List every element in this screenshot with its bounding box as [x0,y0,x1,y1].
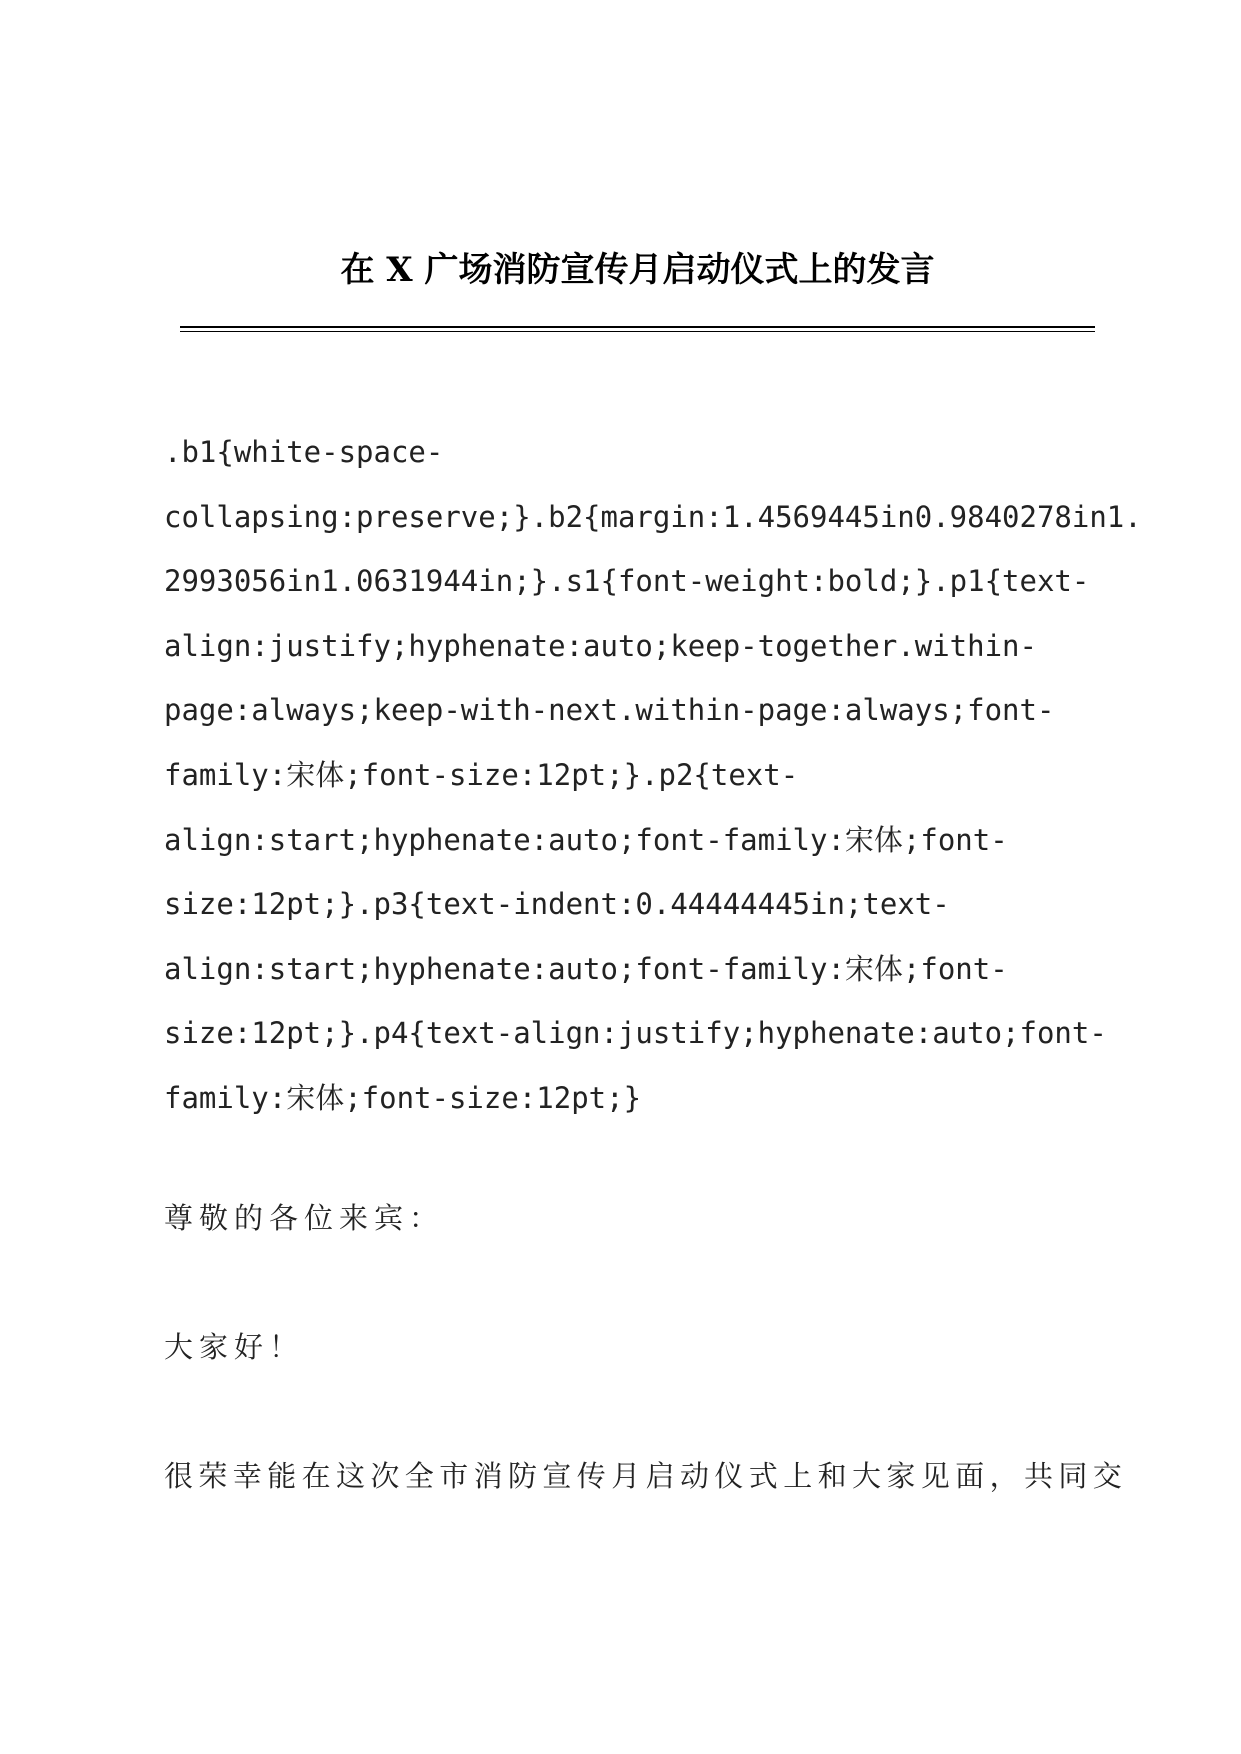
document-title: 在 X 广场消防宣传月启动仪式上的发言 [340,250,935,290]
css-residue-line: size:12pt;}.p4{text-align:justify;hyphenate:auto;font- [164,1016,1107,1051]
css-residue-line: page:always;keep-with-next.within-page:always;font- [164,693,1055,728]
title-double-rule [180,326,1095,332]
css-residue-line: align:start;hyphenate:auto;font-family:宋体;font- [164,951,1008,986]
css-residue-line: align:start;hyphenate:auto;font-family:宋体;font- [164,822,1008,857]
css-residue-line: align:justify;hyphenate:auto;keep-together.within- [164,628,1037,663]
css-residue-text [164,420,1142,1131]
body-paragraph: 很荣幸能在这次全市消防宣传月启动仪式上和大家见面，共同交 [164,1459,1128,1493]
css-residue-line: size:12pt;}.p3{text-indent:0.44444445in;text- [164,887,950,922]
css-residue-line: collapsing:preserve;}.b2{margin:1.4569445in0.9840278in1. [164,499,1142,534]
css-residue-line: family:宋体;font-size:12pt;}.p2{text- [164,757,799,792]
css-residue-line: family:宋体;font-size:12pt;} [164,1080,642,1115]
css-residue-line: 2993056in1.0631944in;}.s1{font-weight:bold;}.p1{text- [164,564,1090,599]
hello-paragraph: 大家好！ [164,1330,305,1364]
css-residue-line: .b1{white-space- [164,435,444,469]
greeting-paragraph: 尊敬的各位来宾： [164,1201,445,1235]
